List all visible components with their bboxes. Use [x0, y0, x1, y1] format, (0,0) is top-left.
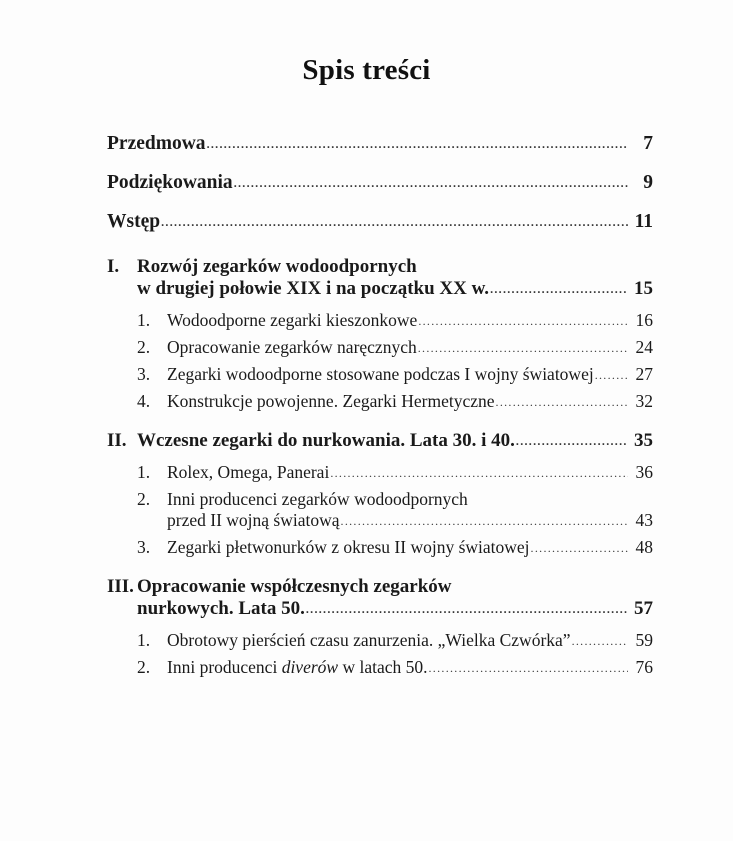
- chapter-title: [137, 576, 653, 620]
- dot-leader: [429, 661, 629, 676]
- section-title: [167, 489, 653, 531]
- section-line-row: [167, 310, 653, 331]
- chapter-title-line-1-row: [137, 430, 653, 452]
- page-title: Spis treści: [302, 54, 431, 86]
- chapter-numeral: I.: [107, 256, 120, 277]
- section-page: 48: [635, 537, 653, 557]
- toc-entry-label: Wstęp: [107, 211, 161, 232]
- section-page: 76: [635, 657, 653, 677]
- chapter-title-line-1: Opracowanie współczesnych zegarków: [137, 576, 452, 597]
- section-page: 32: [635, 391, 653, 411]
- section-index: 2.: [137, 489, 151, 509]
- chapter-page: 57: [634, 598, 653, 619]
- dot-leader: [496, 395, 628, 410]
- section-title-emphasis: diverów: [281, 657, 339, 677]
- section-title: [167, 462, 653, 483]
- toc-entry-wstep[interactable]: [107, 211, 653, 233]
- section-item[interactable]: [107, 489, 653, 531]
- chapter-heading-1[interactable]: [107, 256, 653, 300]
- section-list-2: [107, 462, 653, 558]
- section-item[interactable]: [107, 657, 653, 678]
- section-index: 3.: [137, 537, 151, 557]
- toc-entry-podziekowania[interactable]: [107, 172, 653, 194]
- chapter-title-line-1: Wczesne zegarki do nurkowania. Lata 30. i 40.: [137, 430, 515, 451]
- chapter-block-1: [107, 256, 653, 412]
- section-title-text-tail: w latach 50.: [338, 657, 428, 677]
- section-title-line-2: przed II wojną światową: [167, 510, 340, 530]
- dot-leader: [161, 215, 628, 230]
- chapter-title: [137, 256, 653, 300]
- section-title: [167, 657, 653, 678]
- section-title: [167, 310, 653, 331]
- section-title: [167, 537, 653, 558]
- dot-leader: [531, 541, 628, 556]
- section-index: 1.: [137, 462, 151, 482]
- section-item[interactable]: [107, 364, 653, 385]
- chapter-numeral: II.: [107, 430, 127, 451]
- dot-leader: [418, 341, 628, 356]
- section-page: 27: [635, 364, 653, 384]
- section-page: 36: [635, 462, 653, 482]
- section-title: [167, 630, 653, 651]
- section-page: 24: [635, 337, 653, 357]
- toc-content: [107, 133, 653, 684]
- section-line-row: [167, 391, 653, 412]
- dot-leader: [306, 602, 628, 617]
- toc-entry-page: 7: [643, 133, 653, 154]
- chapter-title: [137, 430, 653, 452]
- section-item[interactable]: [107, 462, 653, 483]
- dot-leader: [418, 314, 628, 329]
- section-item[interactable]: [107, 630, 653, 651]
- section-item[interactable]: [107, 391, 653, 412]
- section-title-text: Zegarki wodoodporne stosowane podczas I wojny światowej: [167, 364, 594, 384]
- dot-leader: [207, 137, 628, 152]
- section-title-text: Konstrukcje powojenne. Zegarki Hermetyczne: [167, 391, 495, 411]
- section-title-text-part: Inni producenci: [167, 657, 282, 677]
- section-page: 16: [635, 310, 653, 330]
- toc-entry-przedmowa[interactable]: [107, 133, 653, 155]
- toc-entry-label: Przedmowa: [107, 133, 206, 154]
- section-line-row: [167, 537, 653, 558]
- dot-leader: [330, 466, 628, 481]
- section-title-text: Opracowanie zegarków naręcznych: [167, 337, 417, 357]
- chapter-title-line-2: w drugiej połowie XIX i na początku XX w.: [137, 278, 490, 299]
- dot-leader: [490, 282, 628, 297]
- section-list-1: [107, 310, 653, 412]
- toc-entry-label: Podziękowania: [107, 172, 233, 193]
- dot-leader: [234, 176, 628, 191]
- section-title-text: Wodoodporne zegarki kieszonkowe: [167, 310, 418, 330]
- chapter-block-3: [107, 576, 653, 678]
- dot-leader: [516, 434, 628, 449]
- chapter-title-line-2-row: [137, 278, 653, 300]
- section-line-row: [167, 630, 653, 651]
- section-line-row: [167, 510, 653, 531]
- section-page: 59: [635, 630, 653, 650]
- section-title-text: Zegarki płetwonurków z okresu II wojny światowej: [167, 537, 530, 557]
- section-title-text: Obrotowy pierścień czasu zanurzenia. „Wielka Czwórka”: [167, 630, 571, 650]
- dot-leader: [572, 634, 628, 649]
- section-line-row: [167, 462, 653, 483]
- front-matter-group: [107, 133, 653, 233]
- section-item[interactable]: [107, 337, 653, 358]
- toc-entry-page: 11: [634, 211, 653, 232]
- section-line-row: [167, 364, 653, 385]
- section-title-text: Rolex, Omega, Panerai: [167, 462, 330, 482]
- section-item[interactable]: [107, 310, 653, 331]
- chapter-title-line-1: Rozwój zegarków wodoodpornych: [137, 256, 417, 277]
- chapter-title-line-2-row: [137, 598, 653, 620]
- chapter-page: 15: [634, 278, 653, 299]
- chapter-block-2: [107, 430, 653, 558]
- section-list-3: [107, 630, 653, 678]
- section-index: 1.: [137, 310, 151, 330]
- section-title-line-1: Inni producenci zegarków wodoodpornych: [167, 489, 468, 509]
- section-line-row: [167, 657, 653, 678]
- section-index: 2.: [137, 337, 151, 357]
- chapter-heading-2[interactable]: [107, 430, 653, 452]
- section-index: 1.: [137, 630, 151, 650]
- section-title: [167, 391, 653, 412]
- section-item[interactable]: [107, 537, 653, 558]
- dot-leader: [595, 368, 628, 383]
- chapter-heading-3[interactable]: [107, 576, 653, 620]
- chapter-numeral: III.: [107, 576, 134, 597]
- section-line-row: [167, 337, 653, 358]
- section-index: 4.: [137, 391, 151, 411]
- section-page: 43: [635, 510, 653, 530]
- chapter-page: 35: [634, 430, 653, 451]
- section-title: [167, 364, 653, 385]
- section-title: [167, 337, 653, 358]
- toc-entry-page: 9: [643, 172, 653, 193]
- section-index: 3.: [137, 364, 151, 384]
- dot-leader: [341, 514, 628, 529]
- chapter-title-line-2: nurkowych. Lata 50.: [137, 598, 305, 619]
- section-index: 2.: [137, 657, 151, 677]
